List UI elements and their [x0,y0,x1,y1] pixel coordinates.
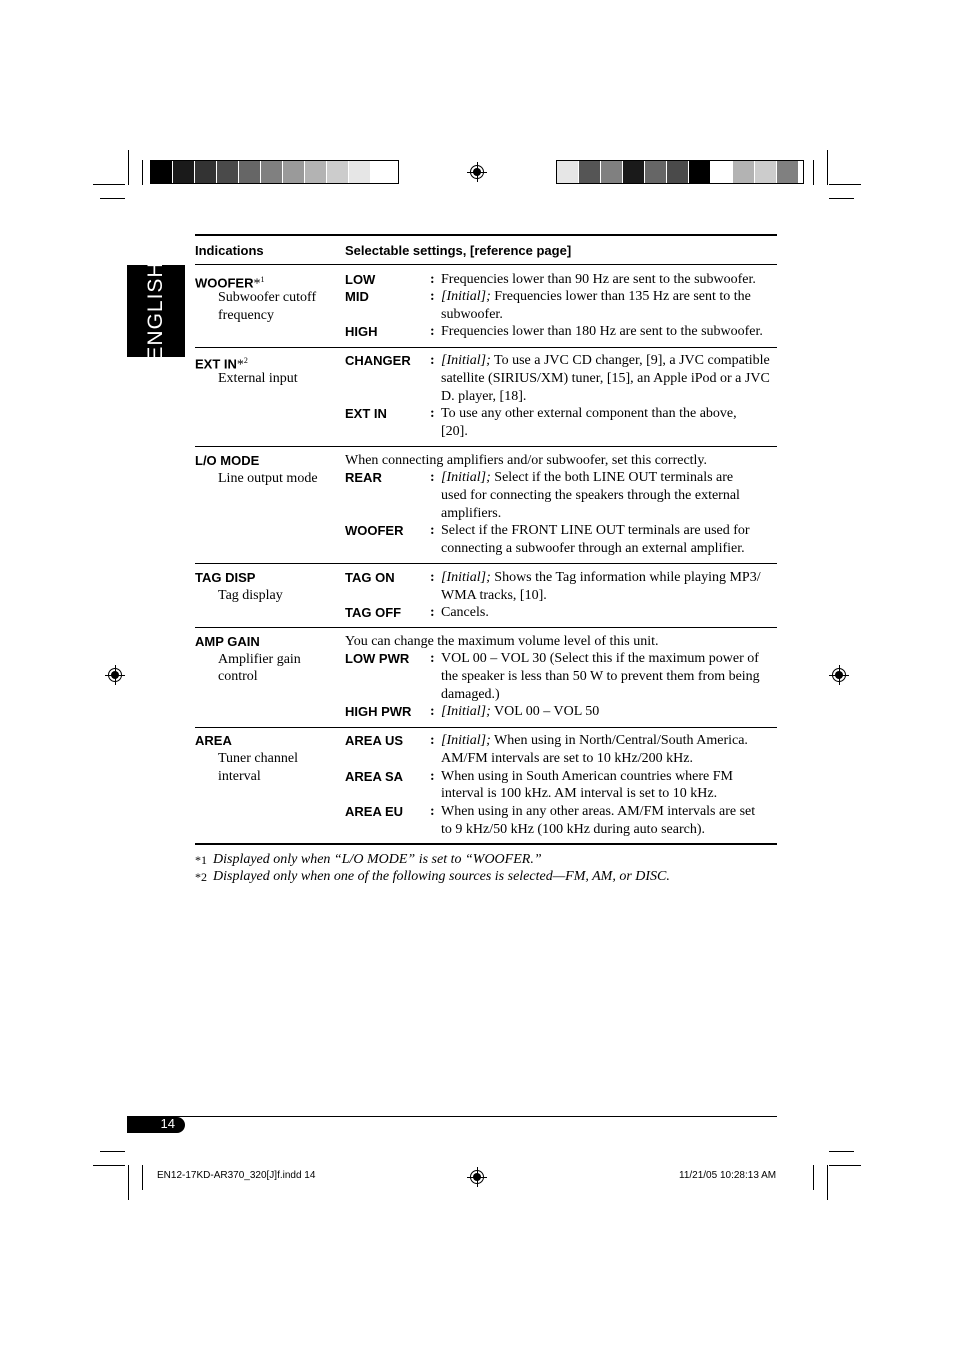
color-swatch [239,161,261,183]
option-colon: : [430,353,435,368]
option-text: to 9 kHz/50 kHz (100 kHz during auto search). [441,822,705,837]
indication-desc: interval [218,769,261,784]
color-swatch [689,161,711,183]
option-text: [Initial]; Select if the both LINE OUT terminals are [441,470,734,485]
header-rule [195,264,777,265]
option-key: AREA US [345,733,404,748]
color-bar-right [556,160,804,184]
indication-desc: Amplifier gain [218,652,301,667]
option-text: [Initial]; To use a JVC CD changer, [9], a JVC compatible [441,353,770,368]
footnote-mark: *2 [195,870,207,884]
option-colon: : [430,570,435,585]
row-divider [195,563,777,564]
color-swatch [623,161,645,183]
row-divider [195,627,777,628]
indication-desc: Subwoofer cutoff [218,290,317,305]
header-indications: Indications [195,243,264,258]
color-swatch [645,161,667,183]
indication-area: AREA [195,733,232,748]
row-intro: You can change the maximum volume level of this unit. [345,634,659,649]
option-key: REAR [345,470,382,485]
option-key: WOOFER [345,523,404,538]
color-swatch [305,161,327,183]
option-colon: : [430,769,435,784]
crop-mark [829,1151,854,1152]
option-colon: : [430,289,435,304]
color-swatch [151,161,173,183]
crop-mark [813,160,814,185]
option-text: VOL 00 – VOL 30 (Select this if the maximum power of [441,651,759,666]
option-text: When using in any other areas. AM/FM intervals are set [441,804,756,819]
indication-desc: Tuner channel [218,751,298,766]
indication-desc: Tag display [218,588,283,603]
option-key: HIGH [345,324,378,339]
row-intro: When connecting amplifiers and/or subwoofer, set this correctly. [345,453,708,468]
indication-desc: External input [218,371,298,386]
color-swatch [667,161,689,183]
color-swatch [173,161,195,183]
crop-mark [829,184,861,185]
crop-mark [827,1165,828,1200]
option-text: To use any other external component than the above, [441,406,737,421]
option-key: AREA EU [345,804,404,819]
option-key: EXT IN [345,406,387,421]
color-swatch [327,161,349,183]
option-key: LOW PWR [345,651,410,666]
option-text: interval is 100 kHz. AM interval is set to 10 kHz. [441,786,718,801]
indication-tag-disp: TAG DISP [195,570,256,585]
option-colon: : [430,470,435,485]
option-colon: : [430,804,435,819]
option-text: [20]. [441,424,468,439]
indication-ext-in: EXT IN*$^2$ [195,356,248,373]
color-swatch [601,161,623,183]
option-colon: : [430,523,435,538]
header-settings: Selectable settings, [reference page] [345,243,572,258]
crop-mark [93,1165,125,1166]
option-key: HIGH PWR [345,704,412,719]
option-key: TAG OFF [345,605,402,620]
table-bottom-rule [195,843,777,845]
crop-mark [827,150,828,185]
footer-file-info: EN12-17KD-AR370_320[J]f.indd 14 [157,1170,316,1181]
footnote-mark: *1 [195,853,207,867]
option-text: damaged.) [441,687,500,702]
color-swatch [579,161,601,183]
row-divider [195,446,777,447]
option-text: When using in South American countries where FM [441,769,734,784]
color-swatch [777,161,799,183]
color-swatch [733,161,755,183]
option-text: D. player, [18]. [441,389,527,404]
color-swatch [195,161,217,183]
crop-mark [128,150,129,185]
option-colon: : [430,406,435,421]
row-divider [195,727,777,728]
option-colon: : [430,272,435,287]
option-text: [Initial]; VOL 00 – VOL 50 [441,704,600,719]
registration-mark-icon [832,668,846,682]
language-tab-label: ENGLISH [144,261,167,361]
footnote-text: Displayed only when one of the following sources is selected—FM, AM, or DISC. [213,869,670,884]
crop-mark [128,1165,129,1200]
crop-mark [100,1151,125,1152]
option-text: amplifiers. [441,506,502,521]
table-top-rule [195,234,777,236]
registration-mark-icon [470,1170,484,1184]
crop-mark [142,1165,143,1190]
color-swatch [371,161,393,183]
option-key: AREA SA [345,769,404,784]
option-text: connecting a subwoofer through an external amplifier. [441,541,745,556]
option-text: [Initial]; Shows the Tag information while playing MP3/ [441,570,761,585]
option-colon: : [430,651,435,666]
option-colon: : [430,605,435,620]
option-text: [Initial]; When using in North/Central/South America. [441,733,748,748]
option-key: TAG ON [345,570,395,585]
row-divider [195,347,777,348]
option-colon: : [430,704,435,719]
option-key: MID [345,289,369,304]
color-swatch [557,161,579,183]
option-key: LOW [345,272,376,287]
option-text: subwoofer. [441,307,503,322]
indication-amp-gain: AMP GAIN [195,634,260,649]
option-text: AM/FM intervals are set to 10 kHz/200 kHz. [441,751,693,766]
option-text: Frequencies lower than 180 Hz are sent to the subwoofer. [441,324,763,339]
registration-mark-icon [470,165,484,179]
color-swatch [349,161,371,183]
registration-mark-icon [108,668,122,682]
indication-desc: control [218,669,258,684]
crop-mark [829,1165,861,1166]
color-swatch [755,161,777,183]
page-bottom-rule [127,1116,777,1117]
option-text: satellite (SIRIUS/XM) tuner, [15], an Apple iPod or a JVC [441,371,770,386]
option-colon: : [430,324,435,339]
indication-lo-mode: L/O MODE [195,453,260,468]
option-text: Frequencies lower than 90 Hz are sent to the subwoofer. [441,272,756,287]
crop-mark [93,184,125,185]
page-number: 14 [160,1116,175,1131]
color-swatch [261,161,283,183]
option-text: WMA tracks, [10]. [441,588,547,603]
crop-mark [829,198,854,199]
indication-desc: Line output mode [218,471,318,486]
crop-mark [142,160,143,185]
footer-timestamp: 11/21/05 10:28:13 AM [679,1170,777,1181]
indication-desc: frequency [218,308,274,323]
color-bar-left [150,160,399,184]
option-text: [Initial]; Frequencies lower than 135 Hz are sent to the [441,289,751,304]
color-swatch [283,161,305,183]
option-text: the speaker is less than 50 W to prevent them from being [441,669,760,684]
option-key: CHANGER [345,353,411,368]
color-swatch [711,161,733,183]
indication-woofer: WOOFER*$^1$ [195,275,265,292]
page-number-tab [127,1117,185,1133]
language-tab [127,261,185,361]
crop-mark [100,198,125,199]
crop-mark [813,1165,814,1190]
option-colon: : [430,733,435,748]
color-swatch [217,161,239,183]
option-text: used for connecting the speakers through the external [441,488,740,503]
footnote-text: Displayed only when “L/O MODE” is set to “WOOFER.” [213,852,542,867]
option-text: Cancels. [441,605,489,620]
option-text: Select if the FRONT LINE OUT terminals are used for [441,523,750,538]
